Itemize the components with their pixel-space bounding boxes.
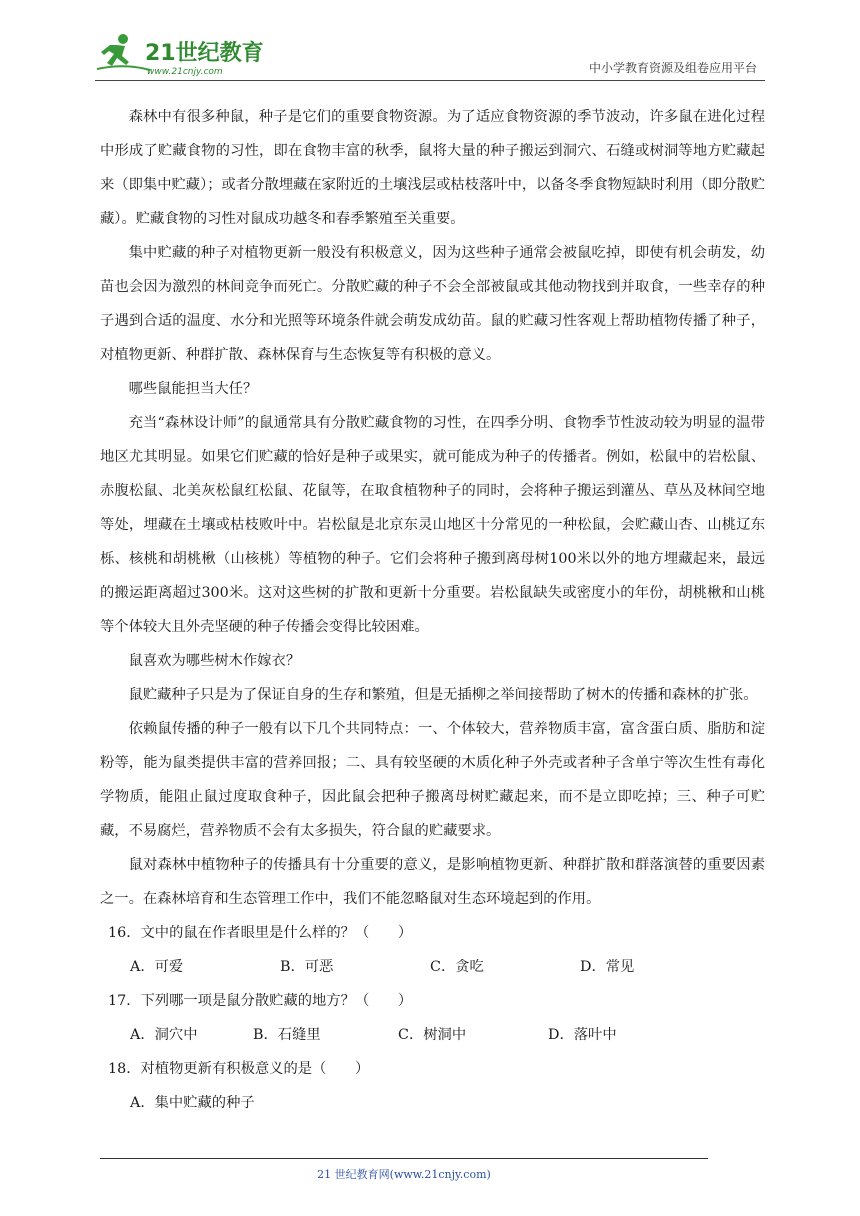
section-heading: 鼠喜欢为哪些树木作嫁衣？	[128, 653, 301, 669]
paragraph: 鼠贮藏种子只是为了保证自身的生存和繁殖，但是无插柳之举间接帮助了树木的传播和森林的扩张。	[128, 687, 758, 703]
question-17-options	[100, 1018, 765, 1052]
option-d: D．常见	[580, 959, 635, 975]
question-17: 17．下列哪一项是鼠分散贮藏的地方？（ ）	[108, 993, 413, 1009]
logo-url-text: www.21cnjy.com	[147, 67, 223, 77]
option-b: B．石缝里	[253, 1027, 321, 1043]
option-a: A．集中贮藏的种子	[130, 1095, 255, 1111]
article	[100, 100, 765, 1120]
option-a: A．洞穴中	[130, 1027, 198, 1043]
header-platform-text: 中小学教育资源及组卷应用平台	[588, 61, 757, 75]
footer-divider	[100, 1158, 708, 1159]
paragraph: 依赖鼠传播的种子一般有以下几个共同特点：一、个体较大，营养物质丰富，富含蛋白质、脂肪和淀粉等，能为鼠类提供丰富的营养回报；二、具有较坚硬的木质化种子外壳或者种子含单宁等次生性有毒化学物质，能阻止鼠过度取食种子，因此鼠会把种子搬离母树贮藏起来，而不是立即吃掉；三、种子可贮藏，不易腐烂，营养物质不会有太多损失，符合鼠的贮藏要求。	[100, 721, 765, 839]
logo	[95, 32, 265, 78]
option-c: C．树洞中	[398, 1027, 467, 1043]
question-18: 18．对植物更新有积极意义的是（ ）	[108, 1061, 370, 1077]
paragraph: 鼠对森林中植物种子的传播具有十分重要的意义，是影响植物更新、种群扩散和群落演替的重要因素之一。在森林培育和生态管理工作中，我们不能忽略鼠对生态环境起到的作用。	[100, 857, 765, 907]
option-a: A．可爱	[130, 959, 184, 975]
question-16: 16．文中的鼠在作者眼里是什么样的？（ ）	[108, 925, 413, 941]
option-b: B．可恶	[280, 959, 334, 975]
option-d: D．落叶中	[548, 1027, 617, 1043]
section-heading: 哪些鼠能担当大任？	[128, 381, 258, 397]
question-18-options	[100, 1086, 765, 1120]
option-c: C．贪吃	[430, 959, 484, 975]
paragraph: 集中贮藏的种子对植物更新一般没有积极意义，因为这些种子通常会被鼠吃掉，即使有机会萌发，幼苗也会因为激烈的林间竞争而死亡。分散贮藏的种子不会全部被鼠或其他动物找到并取食，一些幸存的种子遇到合适的温度、水分和光照等环境条件就会萌发成幼苗。鼠的贮藏习性客观上帮助植物传播了种子，对植物更新、种群扩散、森林保育与生态恢复等有积极的意义。	[100, 245, 765, 363]
paragraph: 充当“森林设计师”的鼠通常具有分散贮藏食物的习性，在四季分明、食物季节性波动较为明显的温带地区尤其明显。如果它们贮藏的恰好是种子或果实，就可能成为种子的传播者。例如，松鼠中的岩松鼠、赤腹松鼠、北美灰松鼠红松鼠、花鼠等，在取食植物种子的同时，会将种子搬运到灌丛、草丛及林间空地等处，埋藏在土壤或枯枝败叶中。岩松鼠是北京东灵山地区十分常见的一种松鼠，会贮藏山杏、山桃辽东栎、核桃和胡桃楸（山核桃）等植物的种子。它们会将种子搬到离母树100米以外的地方埋藏起来，最远的搬运距离超过300米。这对这些树的扩散和更新十分重要。岩松鼠缺失或密度小的年份，胡桃楸和山桃等个体较大且外壳坚硬的种子传播会变得比较困难。	[100, 415, 765, 635]
question-16-options	[100, 950, 765, 984]
footer-text: 21 世纪教育网(www.21cnjy.com)	[317, 1168, 491, 1181]
runner-icon	[97, 34, 150, 70]
logo-main-text: 21世纪教育	[145, 41, 264, 66]
page-header	[95, 28, 765, 81]
paragraph: 森林中有很多种鼠，种子是它们的重要食物资源。为了适应食物资源的季节波动，许多鼠在进化过程中形成了贮藏食物的习性，即在食物丰富的秋季，鼠将大量的种子搬运到洞穴、石缝或树洞等地方贮藏起来（即集中贮藏）；或者分散埋藏在家附近的土壤浅层或枯枝落叶中，以备冬季食物短缺时利用（即分散贮藏）。贮藏食物的习性对鼠成功越冬和春季繁殖至关重要。	[100, 109, 765, 227]
